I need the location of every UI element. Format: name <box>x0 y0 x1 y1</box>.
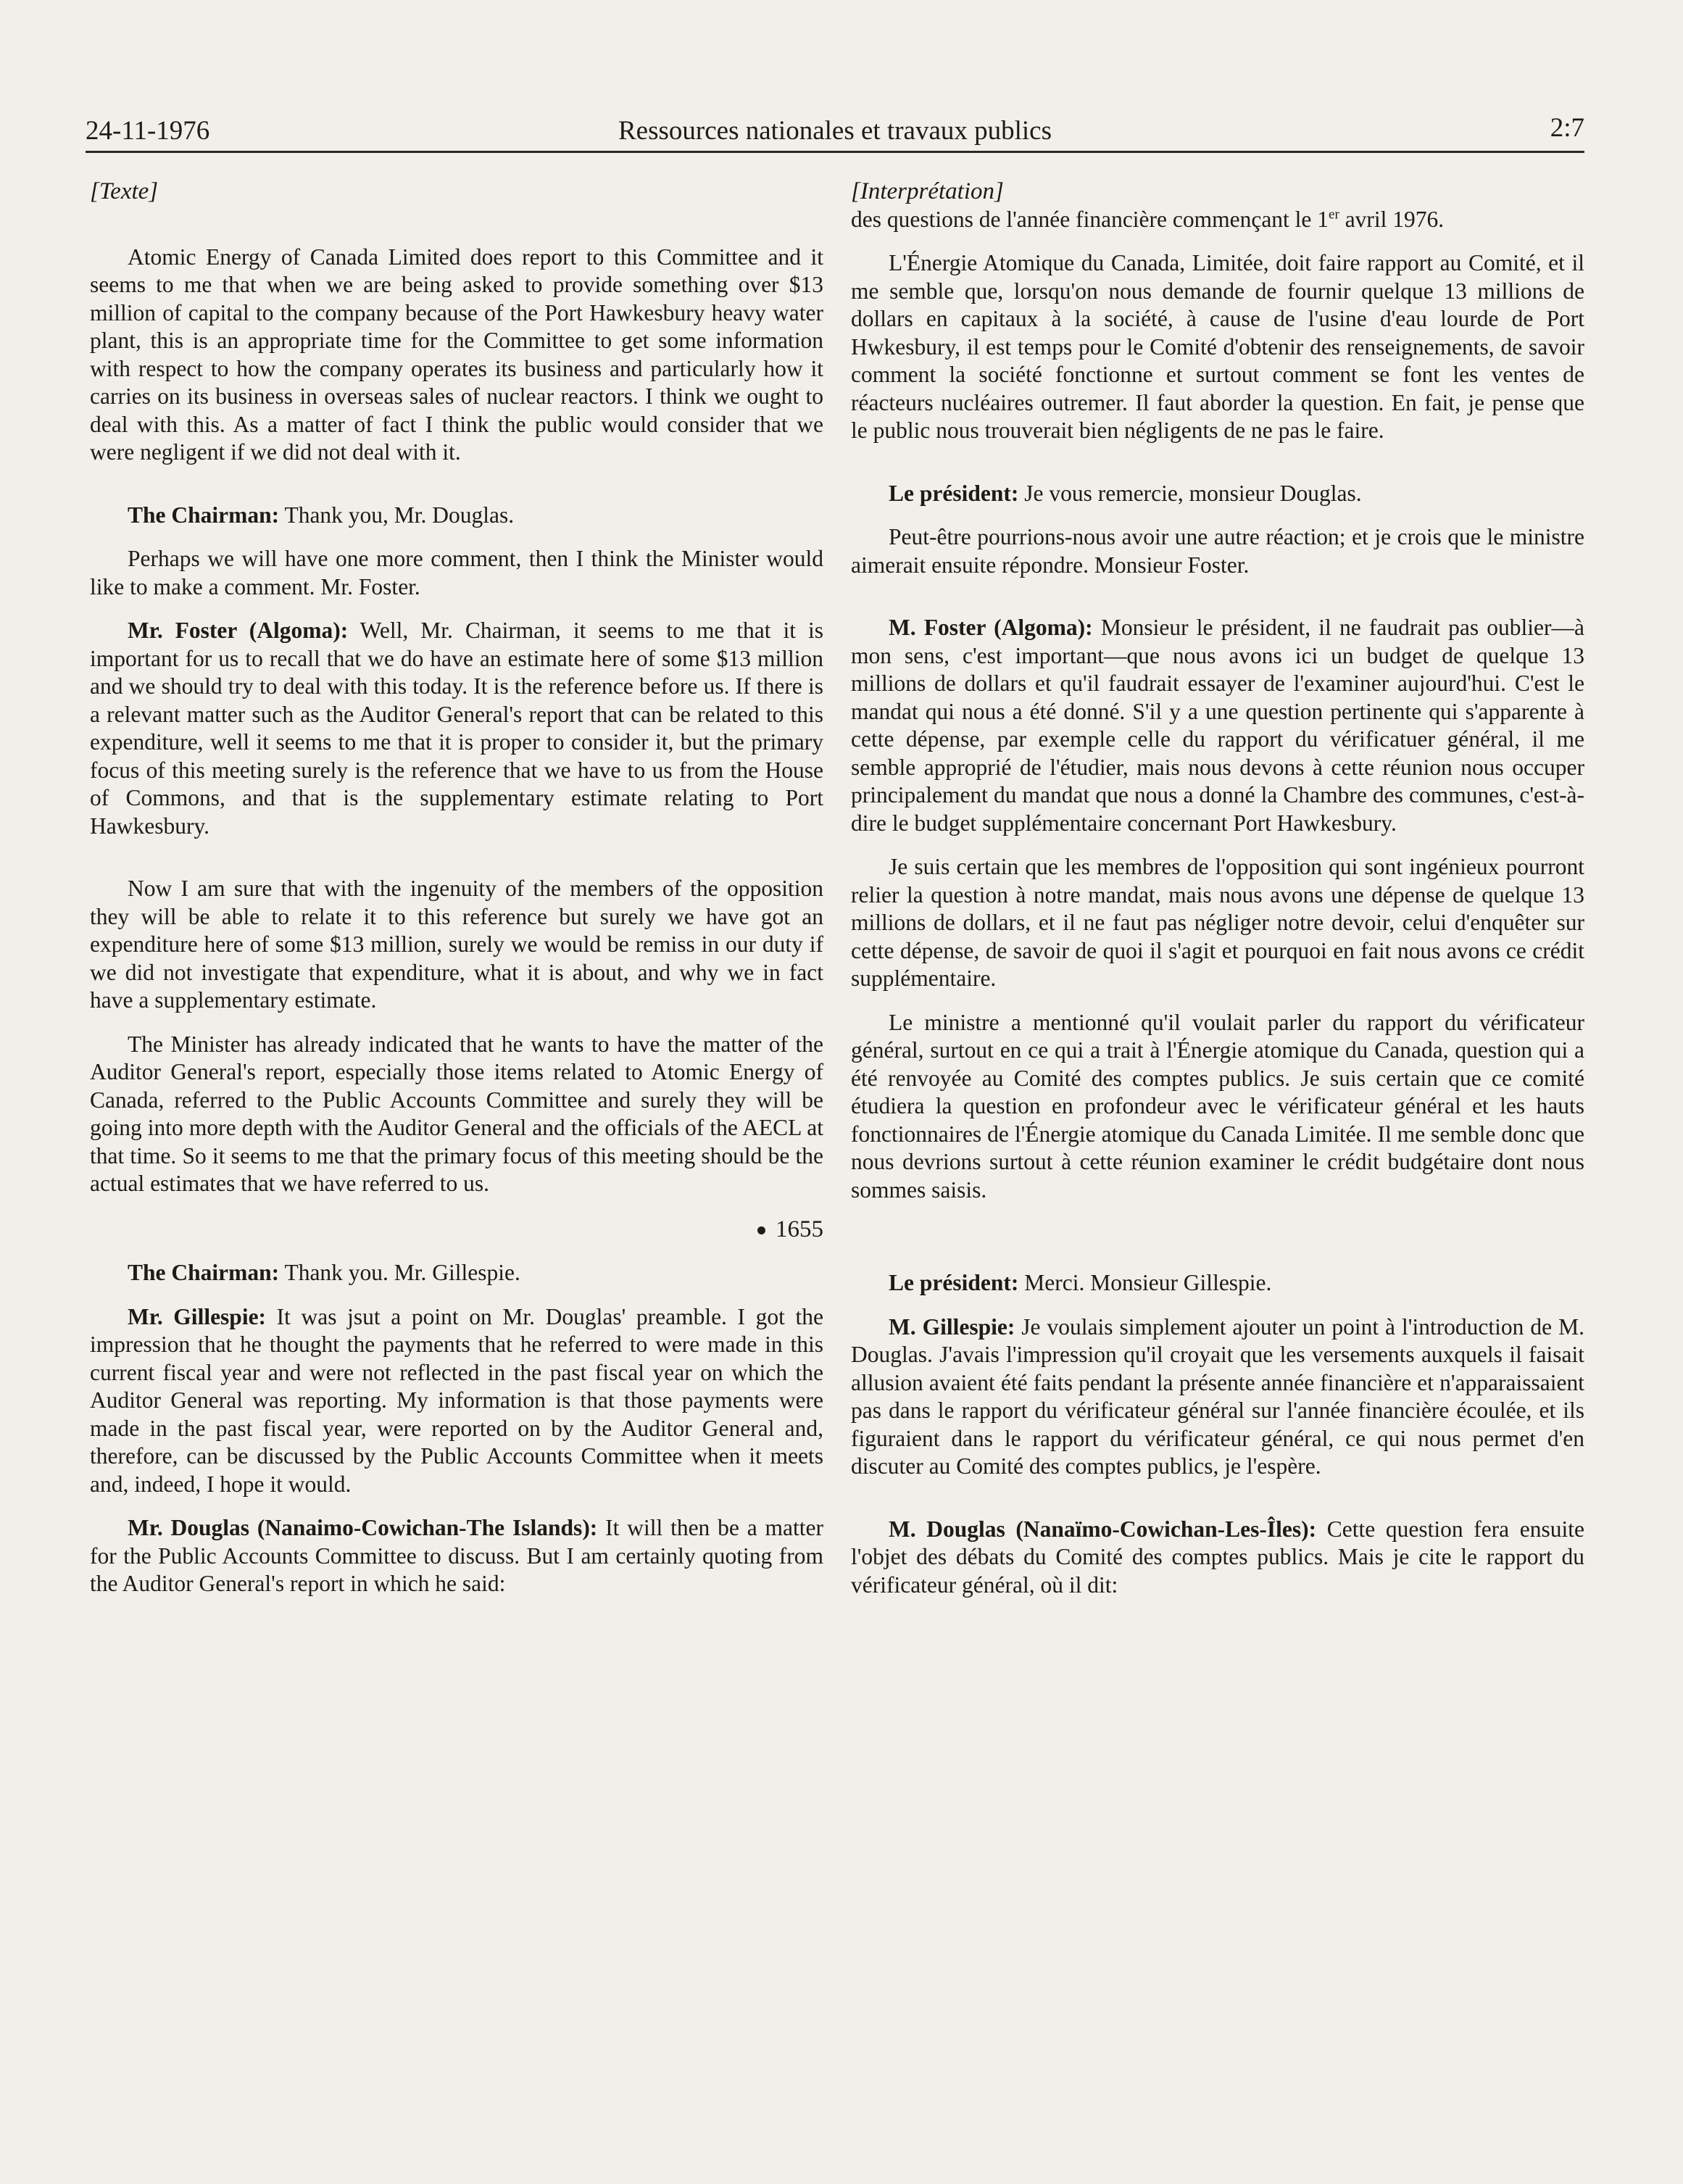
section-tag: [Texte] <box>90 178 159 204</box>
paragraph <box>90 502 823 530</box>
speech-text: Well, Mr. Chairman, it seems to me that it is important for us to recall that we do have an estimate here of some $13 million and we should try to deal with this today. It is the reference before us. If there is a relevant matter such as the Auditor General's report that can be related to this expenditure, well it seems to me that it is proper to consider it, but the primary focus of this meeting surely is the reference that we have to us from the House of Commons, and that is the supplementary estimate relating to Port Hawkesbury. <box>90 618 823 839</box>
time-marker <box>90 1216 823 1244</box>
speaker-name: Mr. Douglas (Nanaimo-Cowichan-The Islands): <box>128 1515 598 1540</box>
header-title: Ressources nationales et travaux publics <box>618 116 1052 146</box>
french-column <box>851 178 1584 1599</box>
speech-text: Je vous remercie, monsieur Douglas. <box>1018 480 1362 506</box>
paragraph: Je suis certain que les membres de l'opposition qui sont ingénieux pourront relier la question à notre mandat, mais nous avons une dépense de quelque 13 millions de dollars, et il ne faut pas négliger notre devoir, celui d'enquêter sur cette dépense, de savoir de quoi il s'agit et pourquoi en fait nous avons ce crédit supplémentaire. <box>851 854 1584 991</box>
paragraph: Perhaps we will have one more comment, then I think the Minister would like to make a comment. Mr. Foster. <box>90 546 823 599</box>
speaker-name: Mr. Foster (Algoma): <box>128 618 349 643</box>
paragraph <box>90 1303 823 1499</box>
speech-text: Merci. Monsieur Gillespie. <box>1018 1270 1272 1295</box>
header-page-number: 2:7 <box>1550 113 1584 143</box>
paragraph <box>851 1313 1584 1481</box>
paragraph <box>90 1514 823 1598</box>
paragraph <box>851 1269 1584 1297</box>
paragraph: des questions de l'année financière commençant le 1er avril 1976. <box>851 206 1445 232</box>
section-tag: [Interprétation] <box>851 178 1004 204</box>
paragraph: Peut-être pourrions-nous avoir une autre réaction; et je crois que le ministre aimerait ensuite répondre. Monsieur Foster. <box>851 524 1584 578</box>
speaker-name: M. Foster (Algoma): <box>889 615 1093 640</box>
speech-text: Thank you, Mr. Douglas. <box>279 502 515 528</box>
paragraph: Le ministre a mentionné qu'il voulait parler du rapport du vérificateur général, surtout en ce qui a trait à l'Énergie atomique du Canada, question qui a été renvoyée au Comité des comptes publics. Je suis certain que ce comité étudiera la question en profondeur avec le vérificateur général et les hauts fonctionnaires de l'Énergie atomique du Canada Limitée. Il me semble donc que nous devrions surtout à cette réunion examiner le crédit budgétaire dont nous sommes saisis. <box>851 1009 1584 1203</box>
header-date: 24-11-1976 <box>86 116 210 146</box>
english-column <box>90 178 823 1598</box>
speaker-name: M. Douglas (Nanaïmo-Cowichan-Les-Îles): <box>889 1516 1317 1542</box>
paragraph <box>851 614 1584 837</box>
speaker-name: Le président: <box>889 1270 1019 1295</box>
paragraph: The Minister has already indicated that he wants to have the matter of the Auditor General's report, especially those items related to Atomic Energy of Canada, referred to the Public Accounts Committee and surely they will be going into more depth with the Auditor General and the officials of the AECL at that time. So it seems to me that the primary focus of this meeting should be the actual estimates that we have referred to us. <box>90 1031 823 1196</box>
paragraph: L'Énergie Atomique du Canada, Limitée, doit faire rapport au Comité, et il me semble que, lorsqu'on nous demande de fournir quelque 13 millions de dollars en capitaux à la société, à cause de l'usine d'eau lourde de Port Hwkesbury, il est temps pour le Comité d'obtenir des renseignements, de savoir comment la société fonctionne et surtout comment se font les ventes de réacteurs nucléaires outremer. Il faut aborder la question. En fait, je pense que le public nous trouverait bien négligents de ne pas le faire. <box>851 250 1584 443</box>
speaker-name: The Chairman: <box>128 1260 280 1285</box>
paragraph: Atomic Energy of Canada Limited does report to this Committee and it seems to me that when we are being asked to provide something over $13 million of capital to the company because of the Port Hawkesbury heavy water plant, this is an appropriate time for the Committee to get some information with respect to how the company operates its business and particularly how it carries on its business in overseas sales of nuclear reactors. I think we ought to deal with this. As a matter of fact I think the public would consider that we were negligent if we did not deal with it. <box>90 244 823 465</box>
paragraph <box>851 480 1584 508</box>
time-marker-text: 1655 <box>776 1216 823 1242</box>
paragraph <box>90 1259 823 1287</box>
speaker-name: M. Gillespie: <box>889 1313 1015 1340</box>
paragraph <box>90 617 823 840</box>
speech-text: Monsieur le président, il ne faudrait pas oublier—à mon sens, c'est important—que nous avons ici un budget de quelque 13 millions de dollars et qu'il faudrait essayer de l'examiner aujourd'hui. C'est le mandat qui nous a été donné. S'il y a une question pertinente qui s'apparente à cette dépense, par exemple celle du rapport du vérificatuer général, il me semble approprié de l'étudier, mais nous devons à cette réunion nous occuper principalement du mandat que nous a donné la Chambre des communes, c'est-à-dire le budget supplémentaire concernant Port Hawkesbury. <box>851 615 1584 836</box>
speaker-name: The Chairman: <box>128 502 280 528</box>
speech-text: Cette question fera ensuite l'objet des débats du Comité des comptes publics. Mais je cite le rapport du vérificateur général, où il dit: <box>851 1516 1584 1598</box>
speech-text: Thank you. Mr. Gillespie. <box>279 1260 520 1285</box>
bullet-icon <box>757 1226 765 1234</box>
paragraph <box>851 1516 1584 1600</box>
speech-text: Je voulais simplement ajouter un point à l'introduction de M. Douglas. J'avais l'impression qu'il croyait que les versements auxquels il faisait allusion avaient été faits pendant la présente année financière et n'apparaissaient pas dans le rapport du vérificateur général sur l'année financière écoulée, et ils figuraient dans le rapport du vérificateur général, ce qui nous permet d'en discuter au Comité des comptes publics, je l'espère. <box>851 1313 1584 1479</box>
paragraph: Now I am sure that with the ingenuity of the members of the opposition they will be able to relate it to this reference but surely we have got an expenditure here of some $13 million, surely we would be remiss in our duty if we did not investigate that expenditure, what it is about, and why we in fact have a supplementary estimate. <box>90 876 823 1013</box>
page-header <box>86 100 1584 153</box>
speaker-name: Mr. Gillespie: <box>128 1303 267 1329</box>
speech-text: It was jsut a point on Mr. Douglas' preamble. I got the impression that he thought the payments that he referred to were made in this current fiscal year and were not reflected in the past fiscal year on which the Auditor General was reporting. My information is that those payments were made in the past fiscal year, were reported on by the Auditor General and, therefore, can be discussed by the Public Accounts Committee when it meets and, indeed, I hope it would. <box>90 1303 823 1497</box>
speech-text: It will then be a matter for the Public Accounts Committee to discuss. But I am certainly quoting from the Auditor General's report in which he said: <box>90 1515 823 1596</box>
speaker-name: Le président: <box>889 480 1019 506</box>
